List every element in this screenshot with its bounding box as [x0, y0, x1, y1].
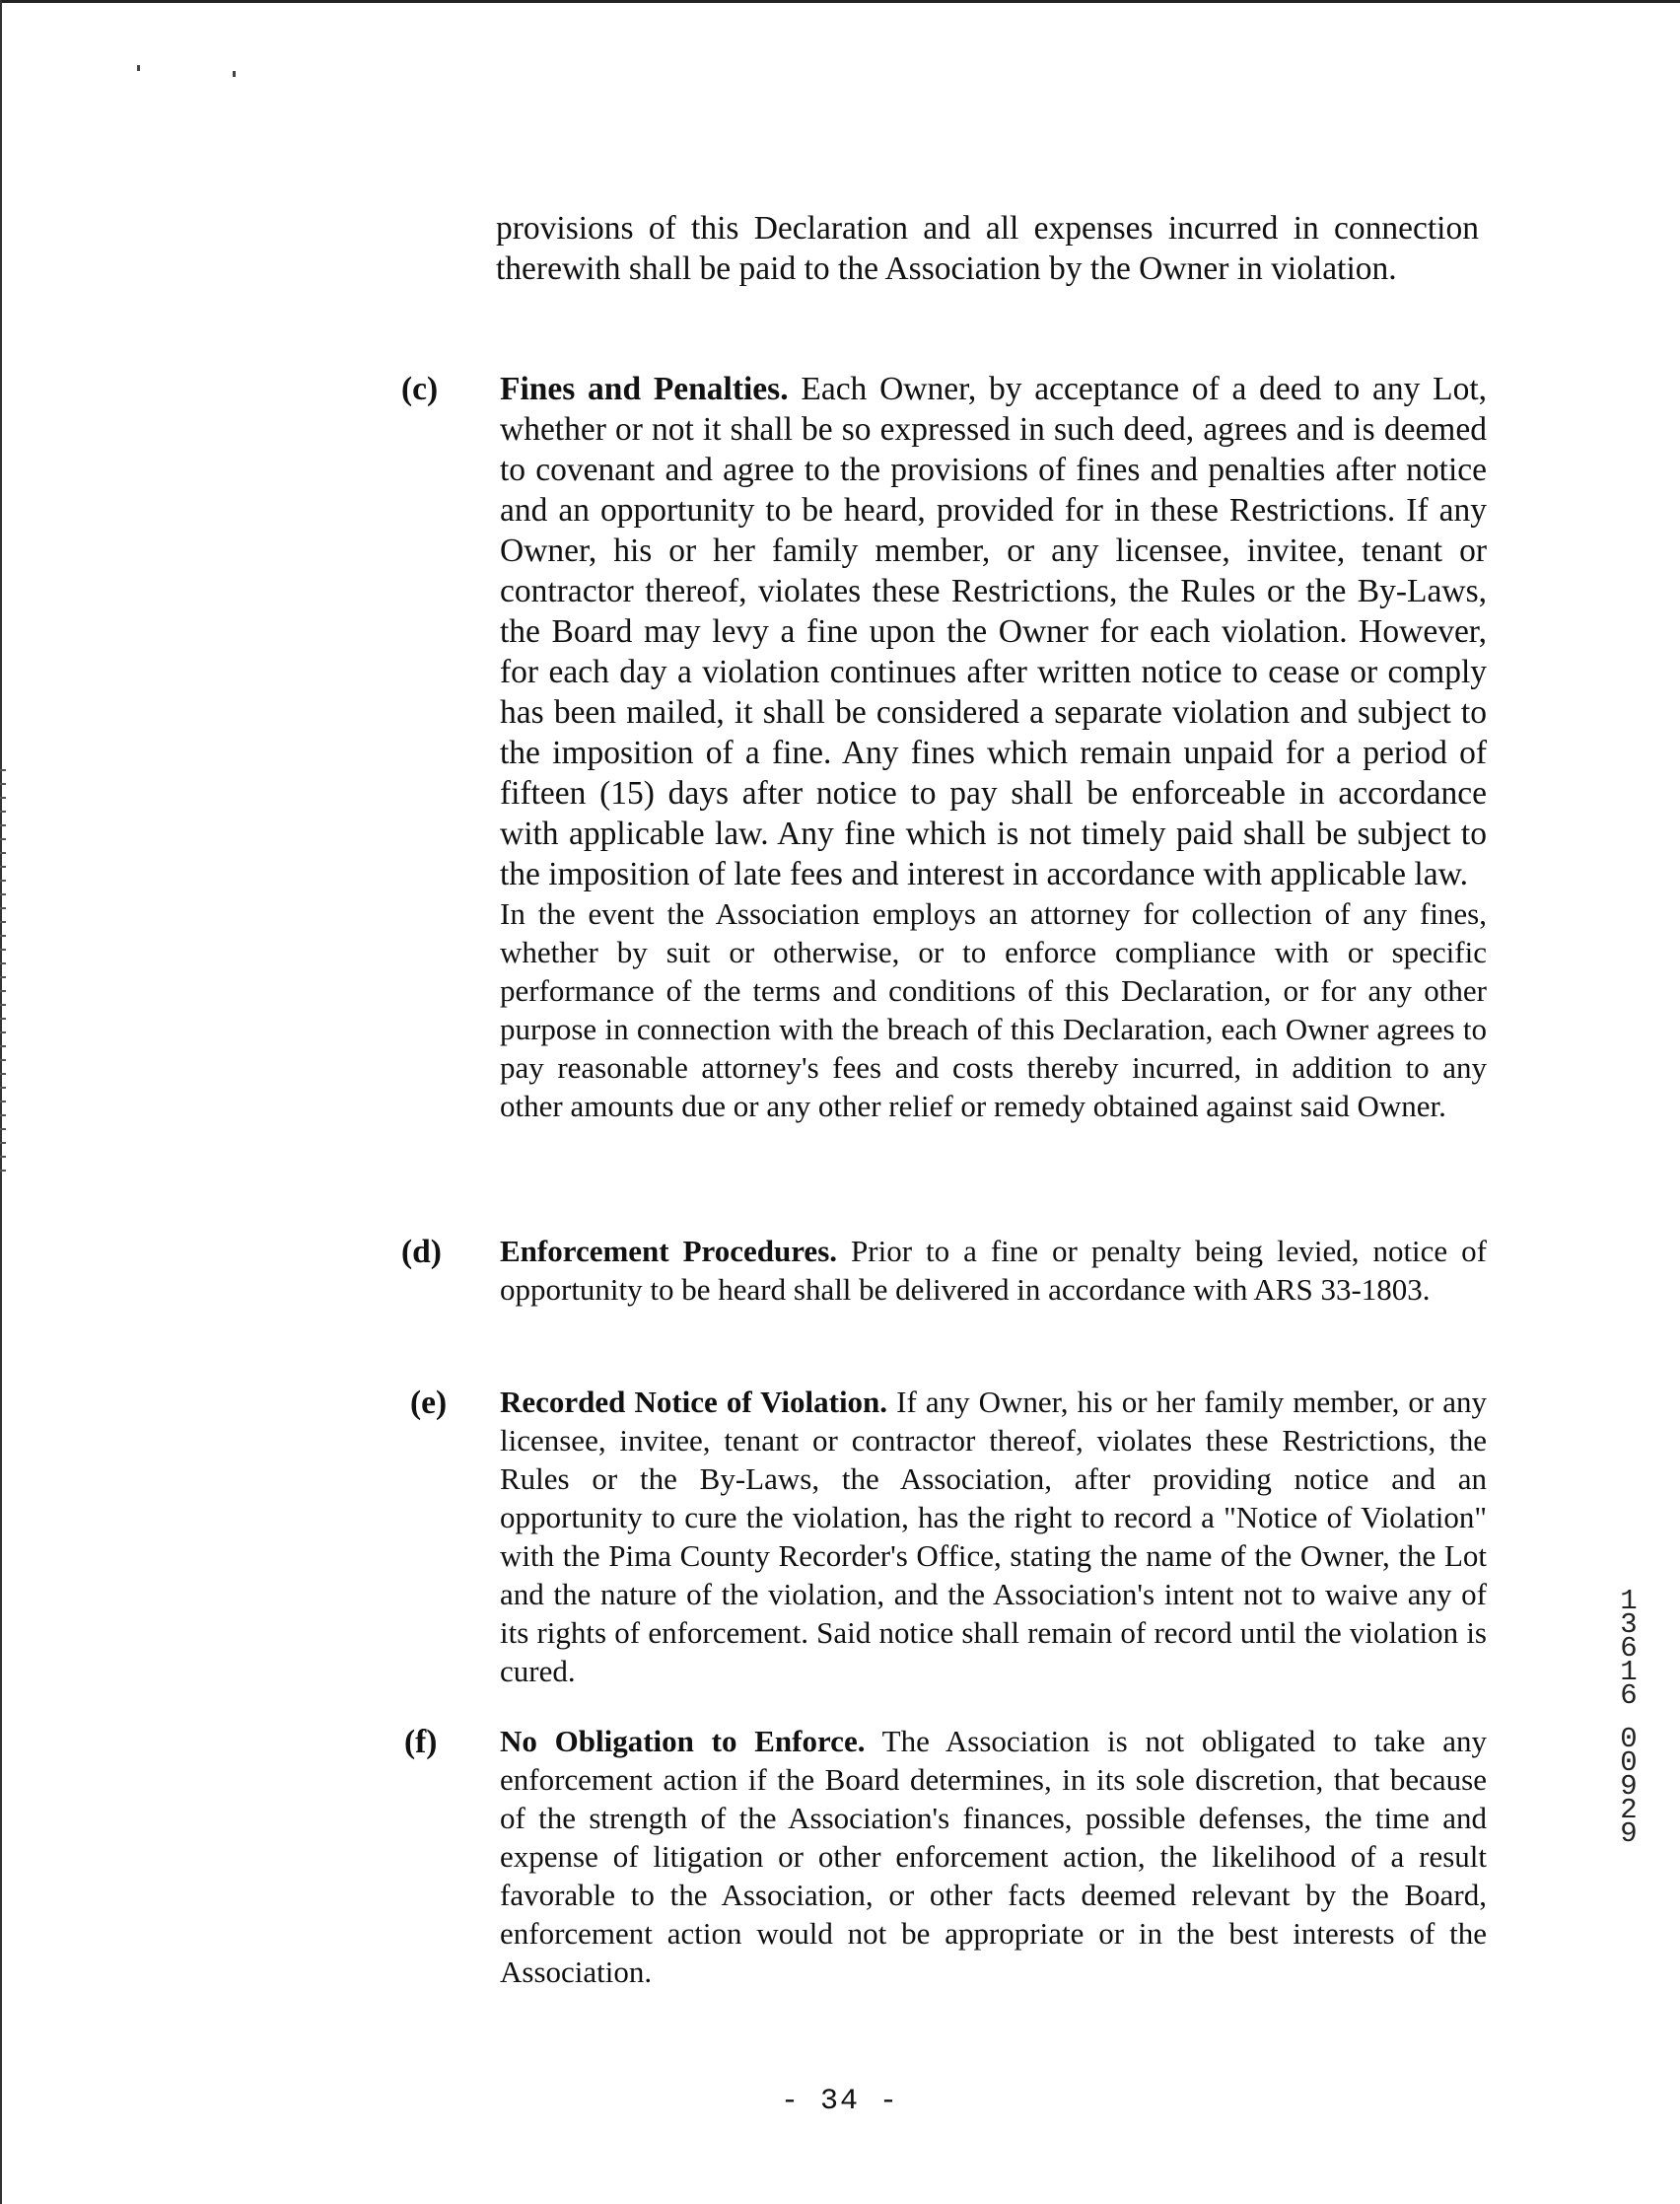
- section-f-heading: No Obligation to Enforce.: [500, 1724, 866, 1758]
- section-f-body: The Association is not obligated to take any enforcement action if the Board determines, in its sole discretion, that because of the strength of the Association's finances, possible defenses, the time and expense of litigation or other enforcement action, the likelihood of a result favorable to the Association, or other facts deemed relevant by the Board, enforcement action would not be appropriate or in the best interests of the Association.: [500, 1724, 1487, 1989]
- section-c-heading: Fines and Penalties.: [500, 371, 789, 407]
- section-d-heading: Enforcement Procedures.: [500, 1234, 838, 1268]
- section-e-body: If any Owner, his or her family member, or any licensee, invitee, tenant or contractor thereof, violates these Restrictions, the Rules or the By-Laws, the Association, after providing notice and an opportunity to cure the violation, has the right to record a "Notice of Violation" with the Pima County Recorder's Office, stating the name of the Owner, the Lot and the nature of the violation, and the Association's intent not to waive any of its rights of enforcement. Said notice shall remain of record until the violation is cured.: [500, 1385, 1488, 1688]
- section-e-paragraph: [500, 1383, 1487, 1690]
- continuation-paragraph: provisions of this Declaration and all expenses incurred in connection therewith shall be paid to the Association by the Owner in violation.: [496, 210, 1479, 287]
- section-e-heading: Recorded Notice of Violation.: [500, 1385, 888, 1419]
- scan-speck: [233, 71, 236, 77]
- section-label-f: (f): [404, 1724, 438, 1760]
- recording-stamp-book: 13616: [1620, 1585, 1638, 1712]
- section-c-paragraph: [500, 369, 1487, 894]
- scan-top-edge: [0, 0, 1680, 3]
- section-label-c: (c): [401, 371, 439, 407]
- section-label-d: (d): [401, 1234, 442, 1270]
- section-c: [500, 369, 1487, 1125]
- recording-stamp-page: 00929: [1620, 1723, 1638, 1850]
- section-d: [500, 1232, 1487, 1309]
- scan-speck: [137, 65, 140, 71]
- section-f: [500, 1722, 1487, 1991]
- page-number: - 34 -: [780, 2085, 900, 2118]
- section-f-paragraph: [500, 1722, 1487, 1991]
- section-label-e: (e): [410, 1385, 448, 1421]
- scan-binding-marks: [0, 769, 6, 1183]
- section-c-body: Each Owner, by acceptance of a deed to any Lot, whether or not it shall be so expressed in such deed, agrees and is deemed to covenant and agree to the provisions of fines and penalties after notice and an opportunity to be heard, provided for in these Restrictions. If any Owner, his or her family member, or any licensee, invitee, tenant or contractor thereof, violates these Restrictions, the Rules or the By-Laws, the Board may levy a fine upon the Owner for each violation. However, for each day a violation continues after written notice to cease or comply has been mailed, it shall be considered a separate violation and subject to the imposition of a fine. Any fines which remain unpaid for a period of fifteen (15) days after notice to pay shall be enforceable in accordance with applicable law. Any fine which is not timely paid shall be subject to the imposition of late fees and interest in accordance with applicable law.: [500, 371, 1488, 892]
- section-d-body: Prior to a fine or penalty being levied, notice of opportunity to be heard shall be delivered in accordance with ARS 33-1803.: [500, 1234, 1488, 1307]
- section-e: [500, 1383, 1487, 1690]
- recording-stamp: [1615, 1585, 1643, 1850]
- section-c-paragraph-continued: In the event the Association employs an attorney for collection of any fines, whether by suit or otherwise, or to enforce compliance with or specific performance of the terms and conditions of this Declaration, or for any other purpose in connection with the breach of this Declaration, each Owner agrees to pay reasonable attorney's fees and costs thereby incurred, in addition to any other amounts due or any other relief or remedy obtained against said Owner.: [500, 896, 1487, 1123]
- section-d-paragraph: [500, 1232, 1487, 1309]
